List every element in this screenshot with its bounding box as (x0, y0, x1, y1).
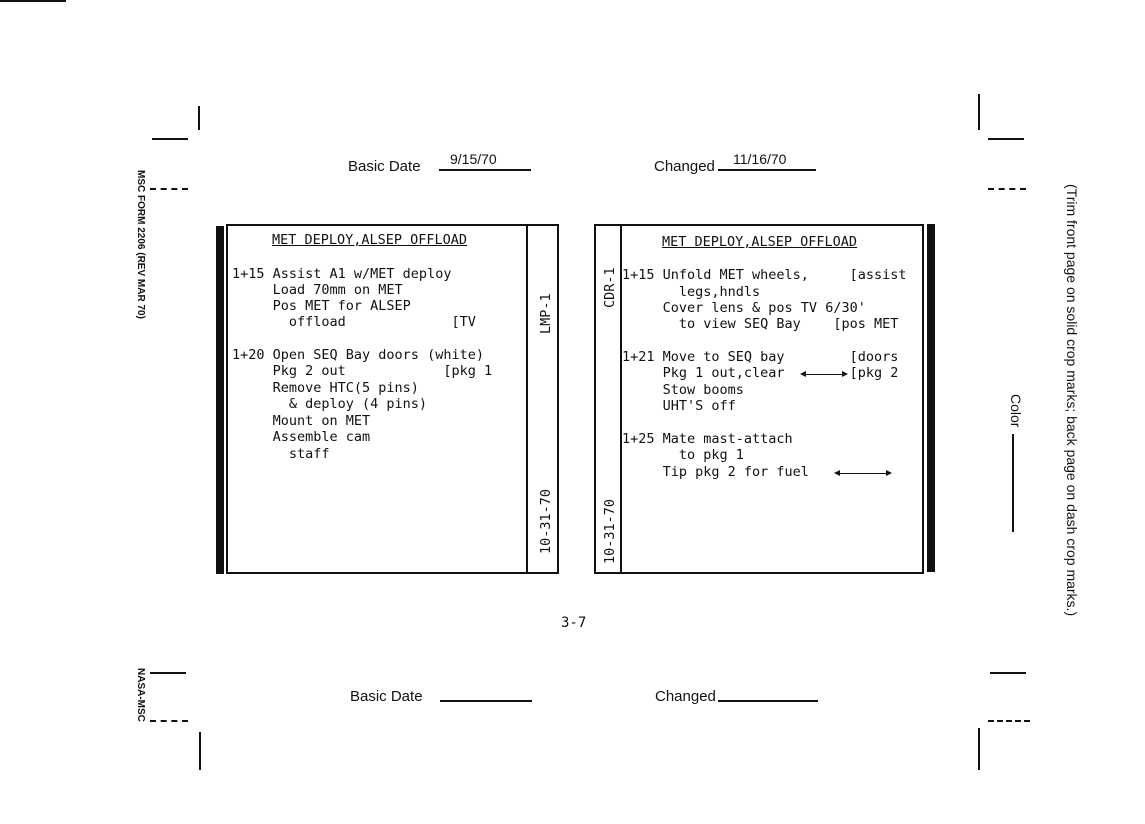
changed-label: Changed (654, 158, 715, 175)
procedure-line: offload [TV (232, 314, 476, 330)
right-card-spine (927, 224, 935, 572)
changed-value: 11/16/70 (733, 151, 787, 167)
left-card-spine (216, 226, 224, 574)
crop-mark (198, 106, 200, 130)
crop-mark (150, 672, 186, 674)
tab-divider (526, 226, 528, 572)
procedure-line: 1+20 Open SEQ Bay doors (white) (232, 347, 484, 363)
footer-basic-date-underline (440, 700, 532, 702)
procedure-line: & deploy (4 pins) (232, 396, 428, 412)
procedure-line: Assemble cam (232, 429, 371, 445)
crop-mark (152, 138, 188, 140)
procedure-line: 1+25 Mate mast-attach (622, 431, 793, 447)
procedure-line: staff (232, 446, 330, 462)
double-arrow-icon (836, 473, 890, 474)
procedure-line: Cover lens & pos TV 6/30' (622, 300, 866, 316)
card-title: MET DEPLOY,ALSEP OFFLOAD (272, 232, 468, 248)
dash-crop-mark (150, 188, 188, 190)
page-number: 3-7 (561, 615, 587, 631)
card-title: MET DEPLOY,ALSEP OFFLOAD (662, 234, 858, 250)
procedure-line: Load 70mm on MET (232, 282, 403, 298)
crop-mark (988, 138, 1024, 140)
crop-mark (978, 94, 980, 130)
crop-mark (978, 728, 980, 770)
org-label: NASA-MSC (135, 668, 146, 722)
procedure-line: to pkg 1 (622, 447, 744, 463)
procedure-line: 1+21 Move to SEQ bay [doors (622, 349, 899, 365)
procedure-line: Pos MET for ALSEP (232, 298, 411, 314)
procedure-line: Remove HTC(5 pins) (232, 380, 419, 396)
basic-date-value: 9/15/70 (450, 151, 497, 167)
tab-label-bottom: 10-31-70 (538, 488, 554, 554)
footer-changed-label: Changed (655, 688, 716, 705)
procedure-line: to view SEQ Bay [pos MET (622, 316, 899, 332)
basic-date-underline (439, 169, 531, 171)
form-id: MSC FORM 2206 (REV MAR 70) (135, 170, 146, 319)
procedure-line: UHT'S off (622, 398, 736, 414)
tab-label-bottom: 10-31-70 (602, 498, 618, 564)
procedure-line: legs,hndls (622, 284, 761, 300)
footer-changed-underline (718, 700, 818, 702)
procedure-line: Stow booms (622, 382, 744, 398)
dash-crop-mark (988, 720, 1030, 722)
procedure-line: Tip pkg 2 for fuel (622, 464, 809, 480)
procedure-line: Pkg 2 out [pkg 1 (232, 363, 493, 379)
dash-crop-mark (150, 720, 188, 722)
footer-basic-date-label: Basic Date (350, 688, 423, 705)
dash-crop-mark (988, 188, 1026, 190)
trim-note: (Trim front page on solid crop marks; back page on dash crop marks.) (1064, 184, 1080, 617)
tab-label-top: LMP-1 (538, 293, 554, 334)
changed-underline (718, 169, 816, 171)
color-label: Color (1008, 394, 1024, 428)
procedure-line: 1+15 Unfold MET wheels, [assist (622, 267, 907, 283)
crop-mark (199, 732, 201, 770)
double-arrow-icon (802, 374, 846, 375)
basic-date-label: Basic Date (348, 158, 421, 175)
procedure-line: 1+15 Assist A1 w/MET deploy (232, 266, 452, 282)
corner-mark (0, 0, 66, 2)
tab-label-top: CDR-1 (602, 267, 618, 308)
color-line (1012, 434, 1014, 532)
left-card (226, 224, 559, 574)
procedure-line: Pkg 1 out,clear [pkg 2 (622, 365, 899, 381)
right-card (594, 224, 924, 574)
procedure-line: Mount on MET (232, 413, 371, 429)
crop-mark (990, 672, 1026, 674)
